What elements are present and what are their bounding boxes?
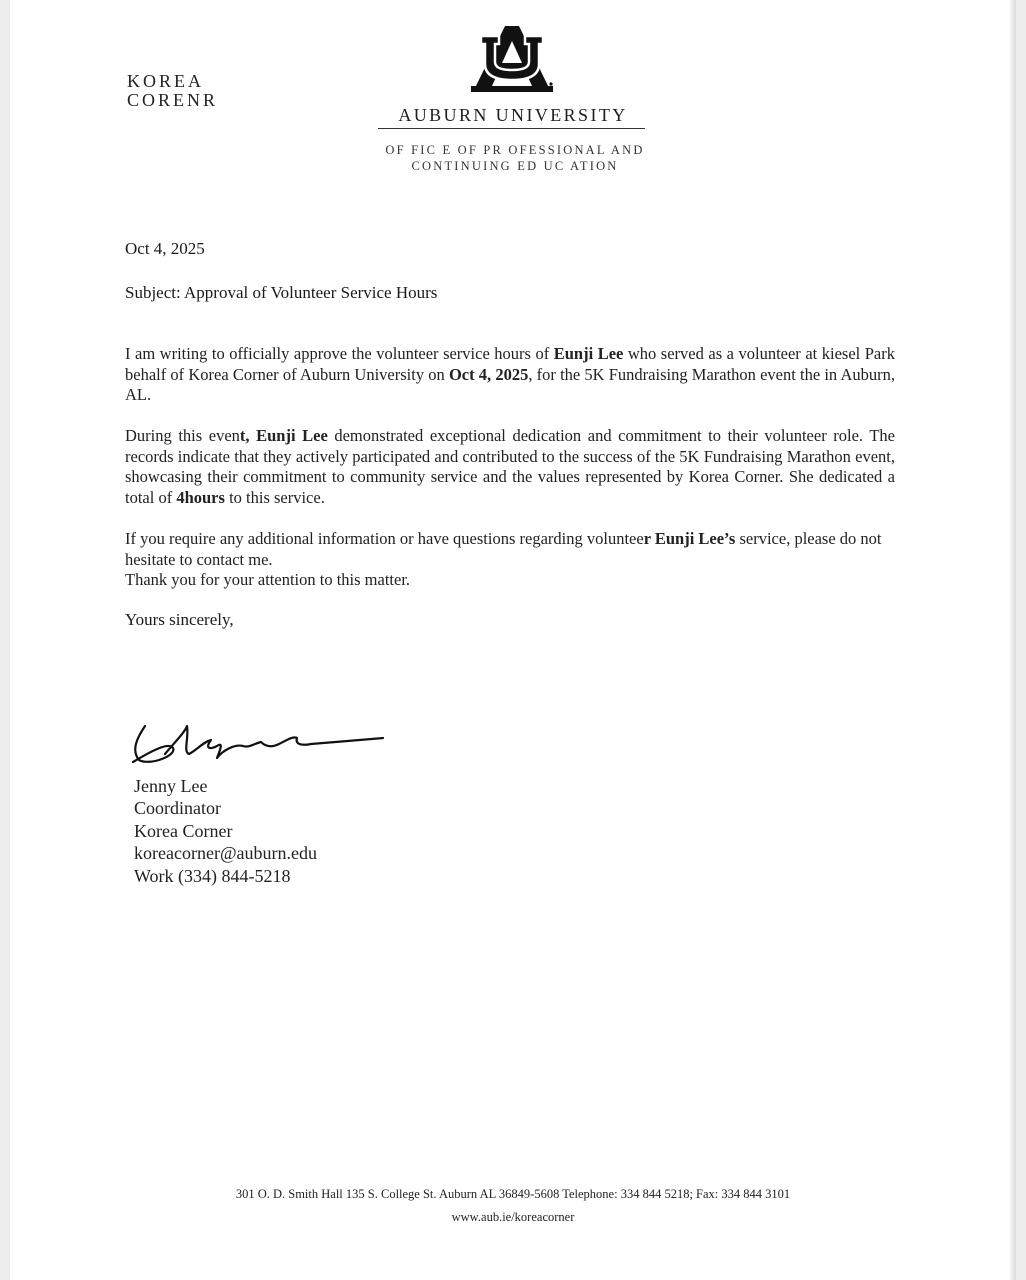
header-divider [378, 128, 645, 129]
signature-block [134, 775, 317, 887]
paragraph-thanks: Thank you for your attention to this matter. [125, 570, 411, 589]
signatory-name: Jenny Lee [134, 776, 208, 796]
event-date: Oct 4, 2025 [448, 364, 529, 384]
volunteer-name: r Eunji Lee’s [643, 529, 736, 548]
p1-text-b: who served as a volunteer at kiesel Park behalf of Korea Corner of Auburn University on [125, 344, 895, 384]
letter-subject: Subject: Approval of Volunteer Service Hours [125, 283, 438, 302]
org-wordmark-line2: CORENR [127, 90, 219, 110]
closing: Yours sincerely, [125, 610, 234, 629]
signatory-phone: Work (334) 844-5218 [134, 865, 291, 886]
org-wordmark-line1: KOREA [127, 71, 204, 91]
p1-text-a: I am writing to officially approve the volunteer service hours of [125, 344, 554, 363]
office-name-line2: CONTINUING ED UC ATION [411, 159, 619, 173]
signatory-org: Korea Corner [134, 820, 233, 841]
p3-text-a: If you require any additional information or have questions regarding voluntee [125, 529, 644, 548]
p2-text-c: to this service. [224, 488, 325, 508]
letter-footer [10, 1183, 1016, 1229]
footer-website: www.aub.ie/koreacorner [451, 1210, 575, 1224]
paragraph-contact [125, 529, 895, 570]
service-hours: 4hours [176, 488, 225, 508]
handwritten-signature [125, 718, 385, 770]
volunteer-name: t, Eunji Lee [239, 426, 328, 445]
university-name: AUBURN UNIVERSITY [398, 105, 628, 125]
volunteer-name: Eunji Lee [553, 344, 624, 363]
letter-page [10, 0, 1016, 1280]
signatory-email: koreacorner@auburn.edu [134, 843, 317, 864]
footer-address: 301 O. D. Smith Hall 135 S. College St. Auburn AL 36849-5608 Telephone: 334 844 5218; Fax: 334 844 3101 [235, 1187, 791, 1201]
signatory-title: Coordinator [134, 798, 221, 819]
org-wordmark [127, 72, 218, 110]
p3-text-b: service, please do not hesitate to contact me. [125, 529, 882, 569]
office-name-line1: OF FIC E OF PR OFESSIONAL AND [385, 143, 645, 157]
p2-text-a: During this even [125, 426, 240, 445]
p1-text-c: , for the 5K Fundraising Marathon event the in Auburn, AL. [125, 364, 895, 405]
office-name [350, 142, 680, 174]
p2-text-b: demonstrated exceptional dedication and commitment to their volunteer role. The records indicate that they actively participated and contributed to the success of the 5K Fundraising Marathon event, showcasing their commitment to community service and the values represented by Korea Corner. She dedicated a total of [125, 426, 895, 508]
paragraph-commendation [125, 426, 895, 509]
letter-date: Oct 4, 2025 [125, 239, 205, 258]
auburn-au-logo [469, 22, 555, 94]
paragraph-approval [125, 344, 895, 406]
